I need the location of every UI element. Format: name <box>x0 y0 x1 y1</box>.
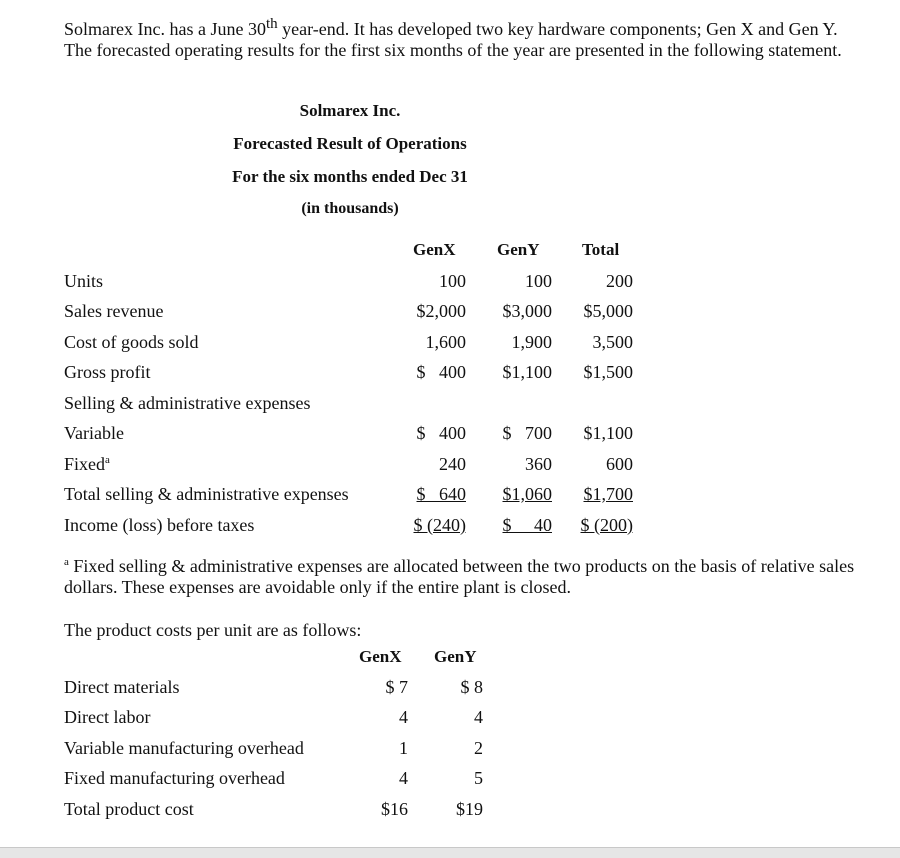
cell-geny: 1,900 <box>511 332 552 352</box>
cell-genx: $2,000 <box>416 301 466 321</box>
row-label: Total product cost <box>64 799 194 819</box>
cell-geny: $19 <box>456 799 483 819</box>
row-label: Units <box>64 271 104 291</box>
cell-geny: 360 <box>525 454 552 474</box>
cell-geny: $ 700 <box>502 423 552 443</box>
cell-genx: $ 7 <box>385 677 408 697</box>
statement-period: For the six months ended Dec 31 <box>232 167 468 186</box>
col-header-geny: GenY <box>434 647 477 666</box>
bottom-divider <box>0 847 900 858</box>
col-header-genx: GenX <box>359 647 402 666</box>
cell-genx: $16 <box>381 799 408 819</box>
cell-genx: 240 <box>439 454 466 474</box>
row-label: Fixed <box>64 454 106 474</box>
cell-total: $1,700 <box>583 484 633 504</box>
cell-geny: 2 <box>474 738 483 758</box>
unit-costs-intro: The product costs per unit are as follows: <box>64 620 362 640</box>
cell-total: $ (200) <box>580 515 633 535</box>
row-label: Variable manufacturing overhead <box>64 738 304 758</box>
cell-genx: $ 640 <box>416 484 466 504</box>
footnote <box>64 552 864 598</box>
intro-text-2: year-end. It has developed two key hardware components; Gen X and Gen Y. The forecasted operating results for the first six months of the year are presented in the following statement. <box>64 19 842 60</box>
row-label: Gross profit <box>64 362 151 382</box>
cell-geny: $1,060 <box>502 484 552 504</box>
row-label: Direct materials <box>64 677 180 697</box>
intro-text-1: Solmarex Inc. has a June 30 <box>64 19 266 39</box>
cell-genx: $ 400 <box>416 362 466 382</box>
row-label: Variable <box>64 423 124 443</box>
cell-geny: 100 <box>525 271 552 291</box>
row-label: Total selling & administrative expenses <box>64 484 349 504</box>
row-label-fixed <box>64 454 110 475</box>
cell-geny: 5 <box>474 768 483 788</box>
col-header-geny: GenY <box>497 240 540 259</box>
cell-total: 3,500 <box>592 332 633 352</box>
cell-genx: 4 <box>399 768 408 788</box>
cell-total: $5,000 <box>583 301 633 321</box>
cell-geny: $ 40 <box>502 515 552 535</box>
cell-geny: $1,100 <box>502 362 552 382</box>
col-header-genx: GenX <box>413 240 456 259</box>
footnote-marker: a <box>105 454 110 466</box>
cell-genx: 1,600 <box>425 332 466 352</box>
cell-genx: 1 <box>399 738 408 758</box>
footnote-marker: a <box>64 556 69 568</box>
statement-company: Solmarex Inc. <box>299 101 401 120</box>
row-label: Income (loss) before taxes <box>64 515 255 535</box>
row-label: Cost of goods sold <box>64 332 199 352</box>
row-label: Sales revenue <box>64 301 164 321</box>
col-header-total: Total <box>582 240 620 259</box>
cell-genx: $ 400 <box>416 423 466 443</box>
row-label: Direct labor <box>64 707 151 727</box>
row-label: Fixed manufacturing overhead <box>64 768 285 788</box>
footnote-text: Fixed selling & administrative expenses are allocated between the two products on the basis of relative sales dollars. These expenses are avoidable only if the entire plant is closed. <box>64 556 855 597</box>
cell-total: 200 <box>606 271 633 291</box>
cell-total: $1,100 <box>583 423 633 443</box>
row-label-section: Selling & administrative expenses <box>64 393 311 413</box>
cell-genx: $ (240) <box>413 515 466 535</box>
cell-geny: $3,000 <box>502 301 552 321</box>
cell-genx: 100 <box>439 271 466 291</box>
statement-units-note: (in thousands) <box>301 200 399 217</box>
cell-total: 600 <box>606 454 633 474</box>
cell-total: $1,500 <box>583 362 633 382</box>
intro-paragraph <box>64 14 854 61</box>
cell-genx: 4 <box>399 707 408 727</box>
statement-title: Forecasted Result of Operations <box>233 134 467 153</box>
cell-geny: $ 8 <box>460 677 483 697</box>
intro-superscript: th <box>265 16 278 32</box>
cell-geny: 4 <box>474 707 483 727</box>
